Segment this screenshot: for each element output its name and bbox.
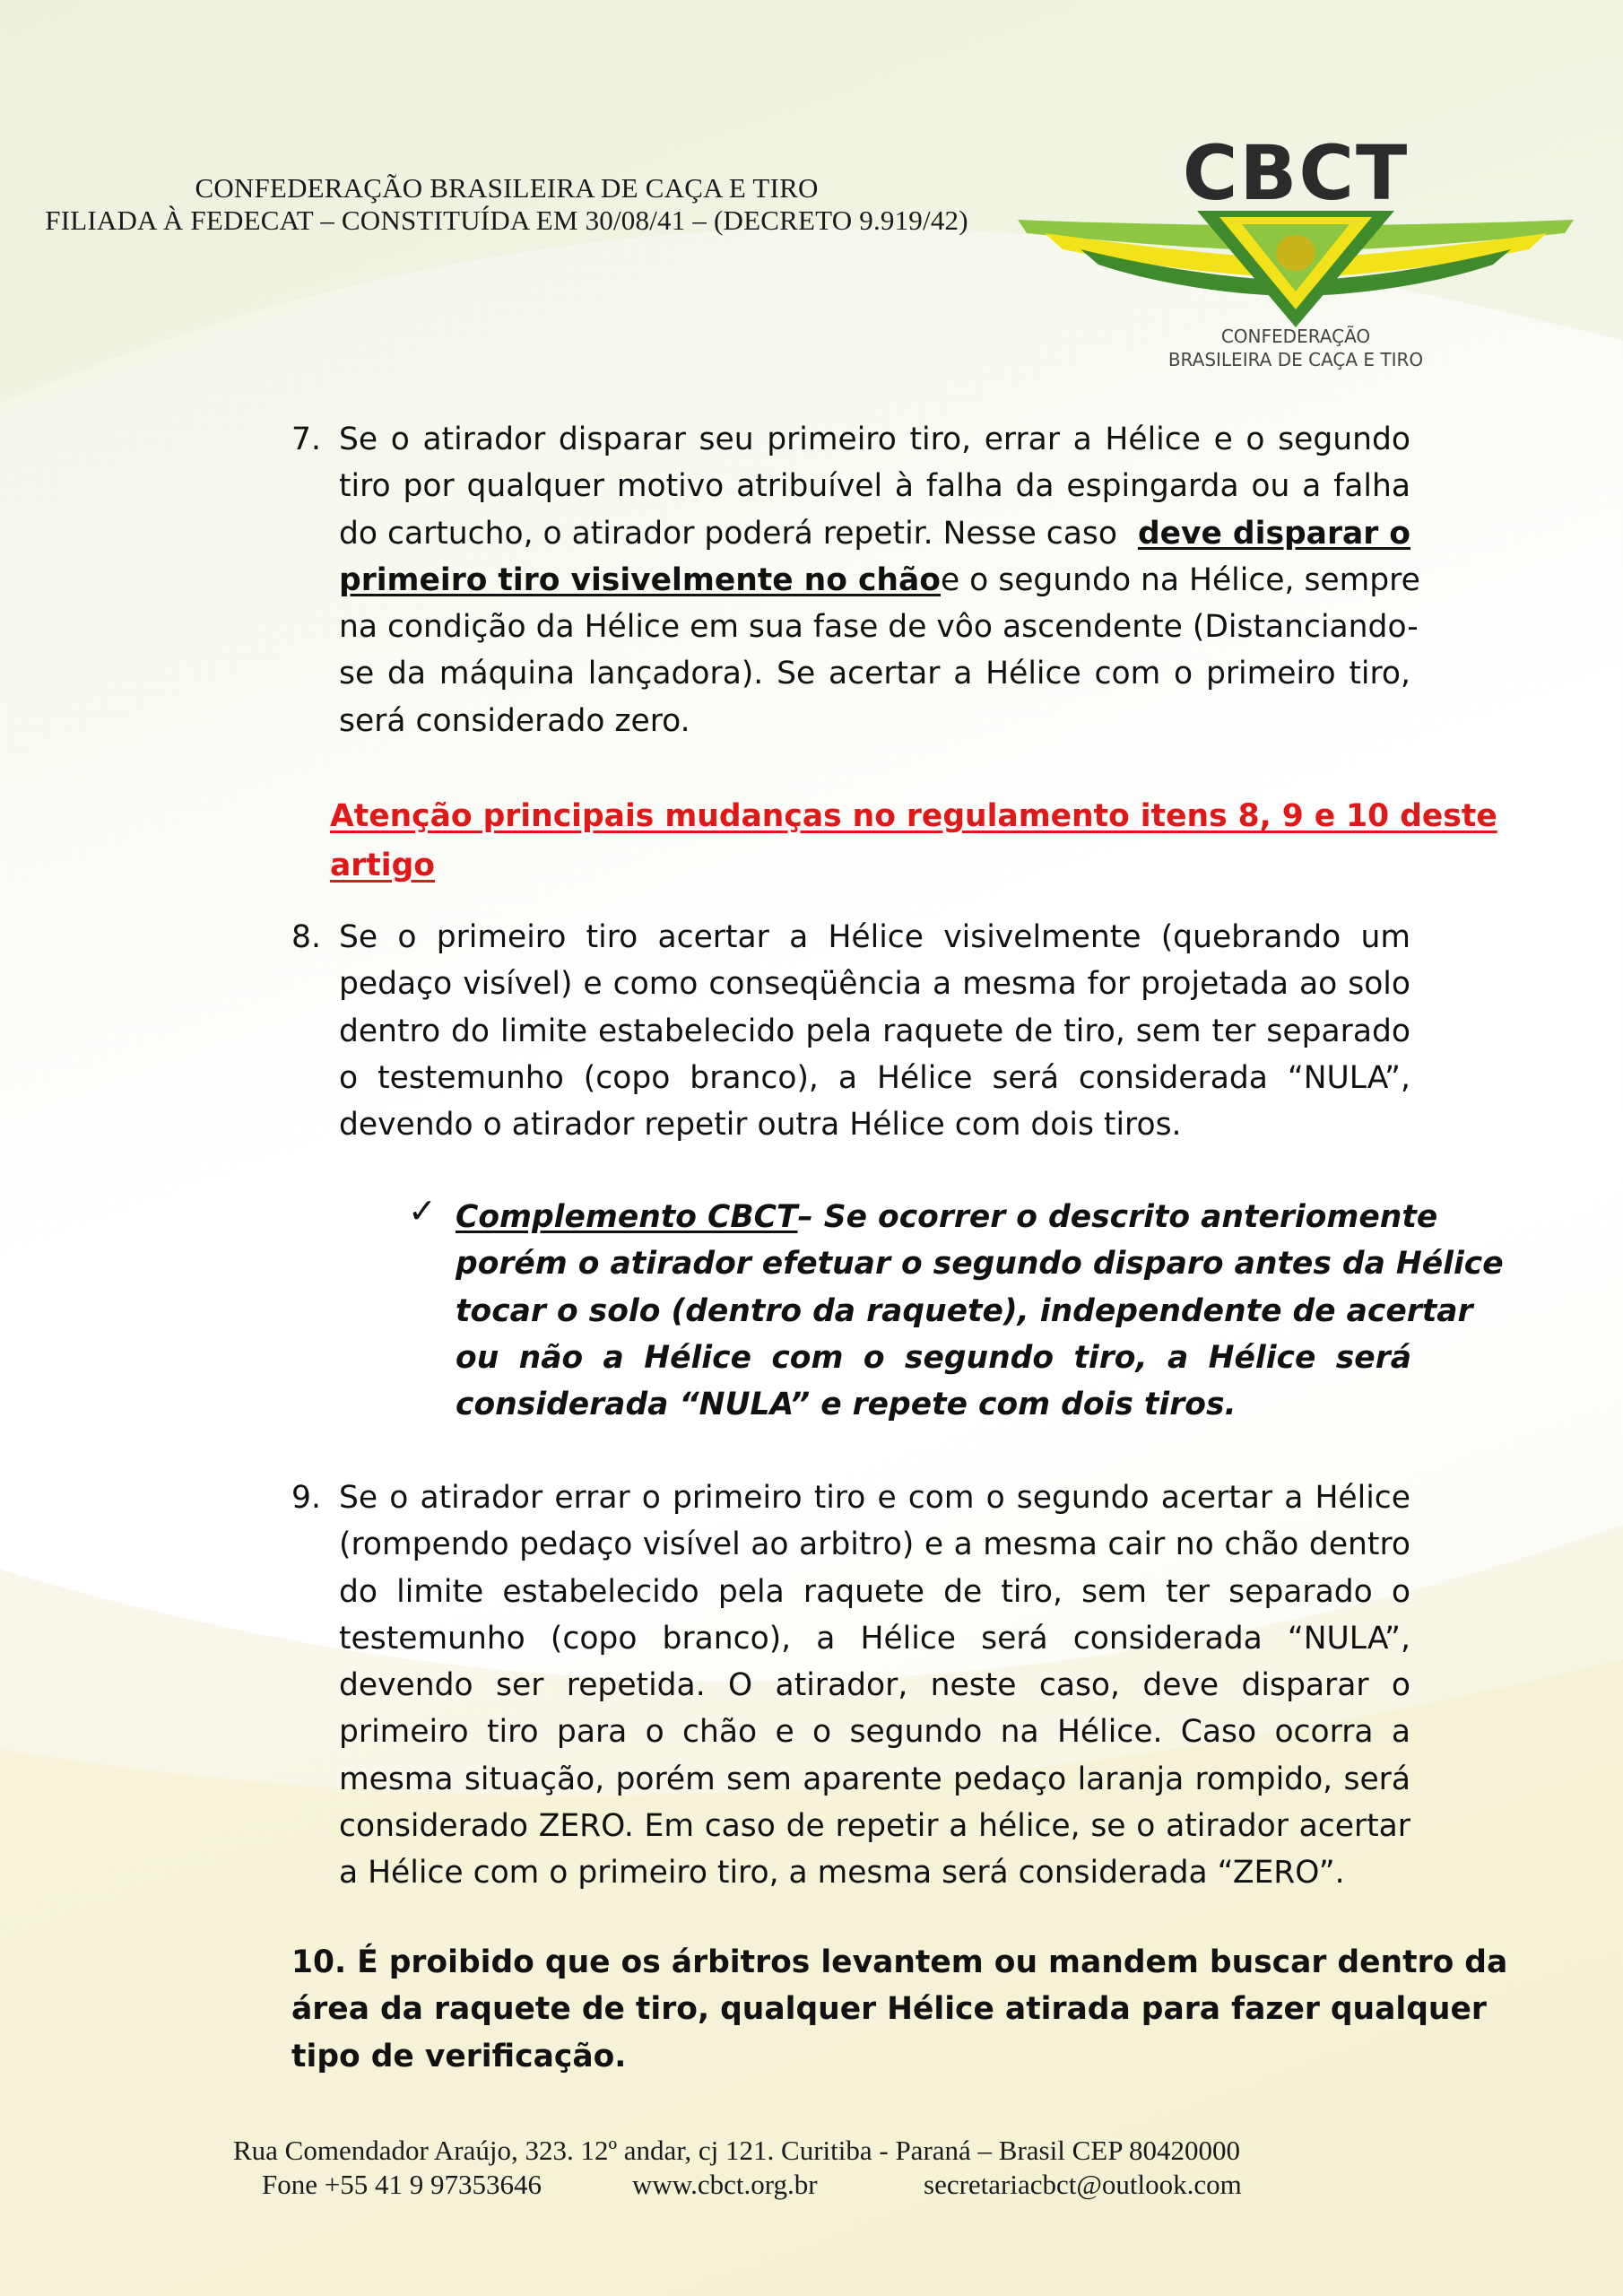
item-8-number: 8. (291, 919, 321, 955)
complement-cbct: Complemento CBCT – Se ocorrer o descrito anteriomente porém o atirador efetuar o segundo disparo antes da Hélice tocar o solo (dentro da raquete), independente de acertar ou não a Hélice com o segundo tiro, a Hélice será considerada “NULA” e repete com dois tiros. (456, 1199, 1504, 1423)
cbct-logo (1018, 135, 1574, 377)
logo-sub-line2: BRASILEIRA DE CAÇA E TIRO (1167, 349, 1424, 370)
footer-phone: Fone +55 41 9 97353646 (262, 2169, 542, 2200)
item-9-text: Se o atirador errar o primeiro tiro e com o segundo acertar a Hélice (rompendo pedaço visível ao arbitro) e a mesma cair no chão dentro do limite estabelecido pela raquete de tiro, sem ter separado o testemunho (copo branco), a Hélice será considerada “NULA”, devendo ser repetida. O atirador, neste caso, deve disparar o primeiro tiro para o chão e o segundo na Hélice. Caso ocorra a mesma situação, porém sem aparente pedaço laranja rompido, será considerado ZERO. Em caso de repetir a hélice, se o atirador acertar a Hélice com o primeiro tiro, a mesma será considerada “ZERO”. (339, 1480, 1410, 1892)
footer-address: Rua Comendador Araújo, 323. 12º andar, cj 121. Curitiba - Paraná – Brasil CEP 80420000 (233, 2135, 1241, 2166)
item-7-number: 7. (291, 422, 321, 457)
header-title: CONFEDERAÇÃO BRASILEIRA DE CAÇA E TIRO (195, 172, 819, 204)
item-9-number: 9. (291, 1480, 321, 1516)
footer-email[interactable]: secretariacbct@outlook.com (924, 2169, 1242, 2200)
footer-contacts (0, 2169, 1623, 2205)
attention-notice: Atenção principais mudanças no regulamento itens 8, 9 e 10 deste artigo (330, 798, 1497, 883)
footer-website[interactable]: www.cbct.org.br (632, 2169, 818, 2200)
item-10-text: 10. É proibido que os árbitros levantem ou mandem buscar dentro da área da raquete de tiro, qualquer Hélice atirada para fazer qualquer tipo de verificação. (291, 1944, 1508, 2074)
logo-sub-line1: CONFEDERAÇÃO (1220, 326, 1371, 347)
item-8-text: Se o primeiro tiro acertar a Hélice visivelmente (quebrando um pedaço visível) e como conseqüência a mesma for projetada ao solo dentro do limite estabelecido pela raquete de tiro, sem ter separado o testemunho (copo branco), a Hélice será considerada “NULA”, devendo o atirador repetir outra Hélice com dois tiros. (339, 919, 1410, 1144)
check-mark-icon: ✓ (408, 1191, 437, 1231)
header-subtitle: FILIADA À FEDECAT – CONSTITUÍDA EM 30/08/41 – (DECRETO 9.919/42) (45, 204, 968, 236)
logo-brand-text: CBCT (1182, 135, 1410, 217)
item-7-text: Se o atirador disparar seu primeiro tiro, errar a Hélice e o segundo tiro por qualquer motivo atribuível à falha da espingarda ou a falha do cartucho, o atirador poderá repetir. Nesse caso deve disparar o primeiro tiro visivelmente no chão e o segundo na Hélice, sempre na condição da Hélice em sua fase de vôo ascendente (Distanciando- se da máquina lançadora). Se acertar a Hélice com o primeiro tiro, será considerado zero. (339, 422, 1420, 739)
